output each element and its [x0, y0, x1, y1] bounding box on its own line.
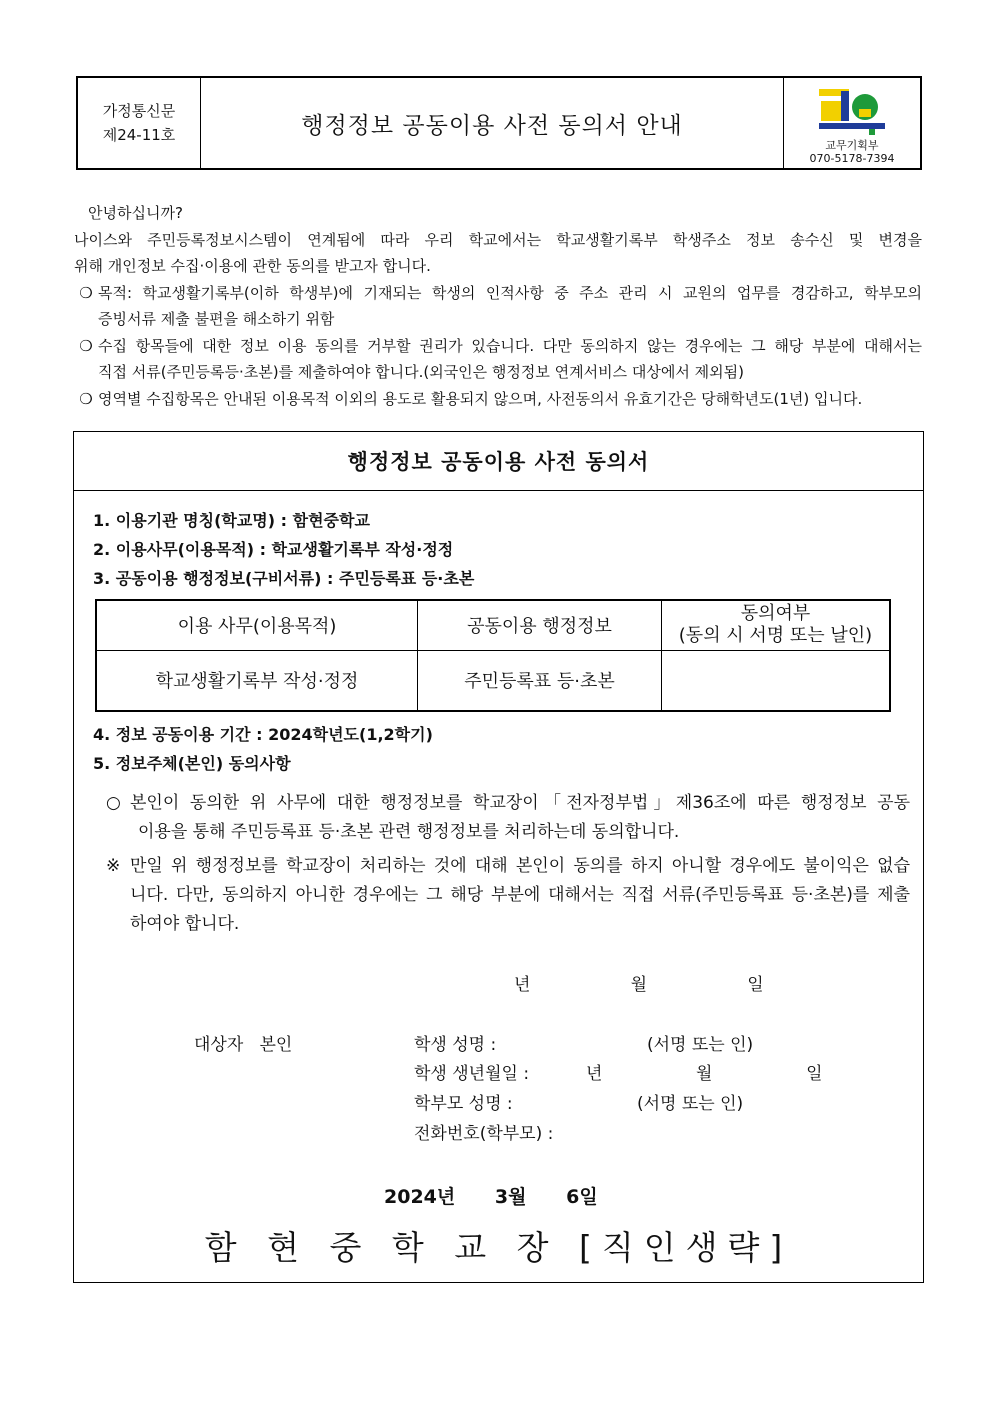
bullet-circle-icon: ❍ [79, 283, 93, 302]
intro-paragraph-line1: 나이스와 주민등록정보시스템이 연계됨에 따라 우리 학교에서는 학교생활기록부 학생주소 정보 송수신 및 변경을 [74, 230, 922, 249]
item-documents: 3. 공동이용 행정정보(구비서류) : 주민등록표 등·초본 [93, 569, 475, 588]
newsletter-header [76, 76, 922, 170]
bullet-validity-line1: 영역별 수집항목은 안내된 이용목적 이외의 용도로 활용되지 않으며, 사전동의서 유효기간은 당해학년도(1년) 입니다. [98, 389, 863, 408]
consent-line1: 본인이 동의한 위 사무에 대한 행정정보를 학교장이「전자정부법」제36조에 따른 행정정보 공동 [130, 793, 910, 813]
intro-section [74, 200, 922, 412]
item-institution: 1. 이용기관 명칭(학교명) : 함현중학교 [93, 511, 370, 530]
notice-statement [106, 852, 910, 939]
principal-signature: 함 현 중 학 교 장 [직인생략] [204, 1228, 793, 1267]
newsletter-id-cell [78, 78, 201, 168]
form-items-top [93, 506, 474, 593]
parent-name-label: 학부모 성명 : [414, 1094, 513, 1114]
issue-date: 2024년 3월 6일 [384, 1186, 598, 1208]
table-header-info: 공동이용 행정정보 [418, 600, 662, 650]
consent-date-line[interactable]: 년 월 일 [514, 975, 764, 995]
school-logo-icon [819, 89, 885, 135]
consent-line2: 이용을 통해 주민등록표 등·초본 관련 행정정보를 처리하는데 동의합니다. [138, 822, 680, 842]
bullet-circle-icon: ❍ [79, 336, 93, 355]
bullet-purpose-line1: 목적: 학교생활기록부(이하 학생부)에 기재되는 학생의 인적사항 중 주소 관리 시 교원의 업무를 경감하고, 학부모의 [98, 283, 922, 302]
student-birth-value[interactable]: 년 월 일 [586, 1064, 823, 1084]
reference-mark-icon: ※ [106, 856, 121, 876]
notice-line1: 만일 위 행정정보를 학교장이 처리하는 것에 대해 본인이 동의를 하지 아니할 경우에도 불이익은 없습 [130, 856, 910, 876]
bullet-right-to-refuse [74, 333, 922, 386]
department-phone: 070-5178-7394 [809, 152, 895, 165]
department-cell [784, 78, 920, 168]
bullet-purpose-line2: 증빙서류 제출 불편을 해소하기 위함 [98, 310, 335, 328]
table-cell-info: 주민등록표 등·초본 [418, 650, 662, 711]
student-name-signature-hint[interactable]: (서명 또는 인) [647, 1035, 754, 1055]
document-title: 행정정보 공동이용 사전 동의서 안내 [201, 78, 784, 168]
student-birth-label: 학생 생년월일 : [414, 1064, 530, 1084]
table-header-consent [662, 600, 891, 650]
intro-paragraph-line2: 위해 개인정보 수집·이용에 관한 동의를 받고자 합니다. [74, 257, 431, 275]
table-header-row [96, 600, 890, 650]
item-period: 4. 정보 공동이용 기간 : 2024학년도(1,2학기) [93, 725, 433, 744]
consent-statement [106, 789, 910, 847]
table-header-consent-line2: (동의 시 서명 또는 날인) [678, 625, 873, 647]
circle-mark-icon: ○ [106, 793, 121, 813]
signer-label: 대상자 본인 [194, 1035, 293, 1055]
consent-form [73, 431, 924, 1283]
notice-line2: 니다. 다만, 동의하지 아니한 경우에는 그 해당 부분에 대해서는 직접 서류(주민등록표 등·초본)를 제출 [130, 885, 910, 905]
newsletter-number: 제24-11호 [102, 126, 176, 144]
newsletter-label: 가정통신문 [102, 102, 176, 120]
table-row [96, 650, 890, 711]
student-name-label: 학생 성명 : [414, 1035, 497, 1055]
department-name: 교무기획부 [825, 139, 879, 152]
table-cell-purpose: 학교생활기록부 작성·정정 [96, 650, 418, 711]
greeting: 안녕하십니까? [88, 204, 183, 222]
consent-table [95, 599, 891, 712]
signature-cell[interactable] [662, 650, 891, 711]
parent-phone-label[interactable]: 전화번호(학부모) : [414, 1124, 554, 1144]
table-header-consent-line1: 동의여부 [740, 603, 811, 625]
item-consent-matters: 5. 정보주체(본인) 동의사항 [93, 754, 291, 773]
form-items-bottom [93, 720, 433, 778]
item-purpose: 2. 이용사무(이용목적) : 학교생활기록부 작성·정정 [93, 540, 454, 559]
bullet-validity [74, 386, 922, 413]
consent-form-title: 행정정보 공동이용 사전 동의서 [74, 432, 923, 491]
parent-name-signature-hint[interactable]: (서명 또는 인) [637, 1094, 744, 1114]
bullet-purpose [74, 280, 922, 333]
bullet-refuse-line1: 수집 항목들에 대한 정보 이용 동의를 거부할 권리가 있습니다. 다만 동의하지 않는 경우에는 그 해당 부분에 대해서는 [98, 336, 922, 355]
bullet-circle-icon: ❍ [79, 389, 93, 408]
bullet-refuse-line2: 직접 서류(주민등록등·초본)를 제출하여야 합니다.(외국인은 행정정보 연계서비스 대상에서 제외됨) [98, 363, 744, 381]
notice-line3: 하여야 합니다. [130, 914, 240, 934]
table-header-purpose: 이용 사무(이용목적) [96, 600, 418, 650]
